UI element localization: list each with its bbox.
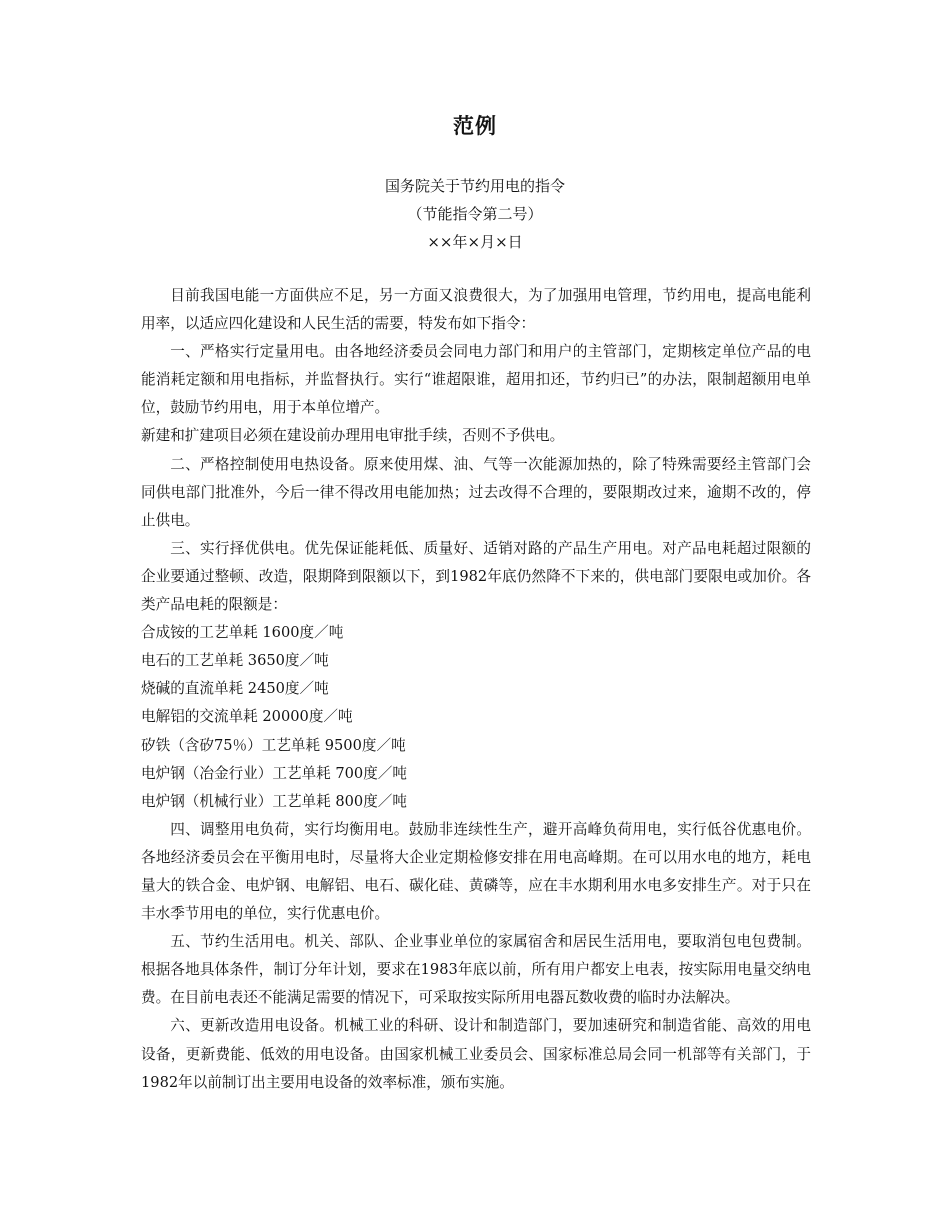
quota-item: 电解铝的交流单耗 20000度／吨 <box>141 708 353 726</box>
page-title: 范例 <box>453 114 497 138</box>
document-heading-number: （节能指令第二号） <box>407 205 543 223</box>
paragraph-new-projects: 新建和扩建项目必须在建设前办理用电审批手续，否则不予供电。 <box>141 427 565 445</box>
paragraph-intro: 目前我国电能一方面供应不足，另一方面又浪费很大，为了加强用电管理，节约用电，提高电能利用率，以适应四化建设和人民生活的需要，特发布如下指令： <box>141 287 811 333</box>
quota-item: 电炉钢（冶金行业）工艺单耗 700度／吨 <box>141 764 407 782</box>
paragraph-section-3: 三、实行择优供电。优先保证能耗低、质量好、适销对路的产品生产用电。对产品电耗超过限额的企业要通过整顿、改造，限期降到限额以下，到1982年底仍然降不下来的，供电部门要限电或加价。各类产品电耗的限额是： <box>141 539 811 614</box>
document-body <box>141 282 811 1097</box>
document-heading-date: ××年×月×日 <box>427 233 523 251</box>
paragraph-section-4: 四、调整用电负荷，实行均衡用电。鼓励非连续性生产，避开高峰负荷用电，实行低谷优惠电价。各地经济委员会在平衡用电时，尽量将大企业定期检修安排在用电高峰期。在可以用水电的地方，耗电量大的铁合金、电炉钢、电解铝、电石、碳化硅、黄磷等，应在丰水期利用水电多安排生产。对于只在丰水季节用电的单位，实行优惠电价。 <box>141 820 811 923</box>
quota-item: 烧碱的直流单耗 2450度／吨 <box>141 680 329 698</box>
quota-item: 电石的工艺单耗 3650度／吨 <box>141 652 329 670</box>
quota-item: 合成铵的工艺单耗 1600度／吨 <box>141 624 344 642</box>
paragraph-section-2: 二、严格控制使用电热设备。原来使用煤、油、气等一次能源加热的，除了特殊需要经主管部门会同供电部门批准外，今后一律不得改用电能加热；过去改得不合理的，要限期改过来，逾期不改的，停止供电。 <box>141 455 811 529</box>
paragraph-section-5: 五、节约生活用电。机关、部队、企业事业单位的家属宿舍和居民生活用电，要取消包电包费制。根据各地具体条件，制订分年计划，要求在1983年底以前，所有用户都安上电表，按实际用电量交纳电费。在目前电表还不能满足需要的情况下，可采取按实际所用电器瓦数收费的临时办法解决。 <box>141 933 811 1007</box>
paragraph-section-6: 六、更新改造用电设备。机械工业的科研、设计和制造部门，要加速研究和制造省能、高效的用电设备，更新费能、低效的用电设备。由国家机械工业委员会、国家标准总局会同一机部等有关部门，于1982年以前制订出主要用电设备的效率标准，颁布实施。 <box>141 1017 811 1091</box>
document-heading-title: 国务院关于节约用电的指令 <box>384 177 565 195</box>
quota-item: 电炉钢（机械行业）工艺单耗 800度／吨 <box>141 792 407 810</box>
paragraph-section-1: 一、严格实行定量用电。由各地经济委员会同电力部门和用户的主管部门，定期核定单位产品的电能消耗定额和用电指标，并监督执行。实行“谁超限谁，超用扣还，节约归已”的办法，限制超额用电单位，鼓励节约用电，用于本单位增产。 <box>141 343 811 417</box>
quota-item: 矽铁（含矽75％）工艺单耗 9500度／吨 <box>141 736 406 754</box>
